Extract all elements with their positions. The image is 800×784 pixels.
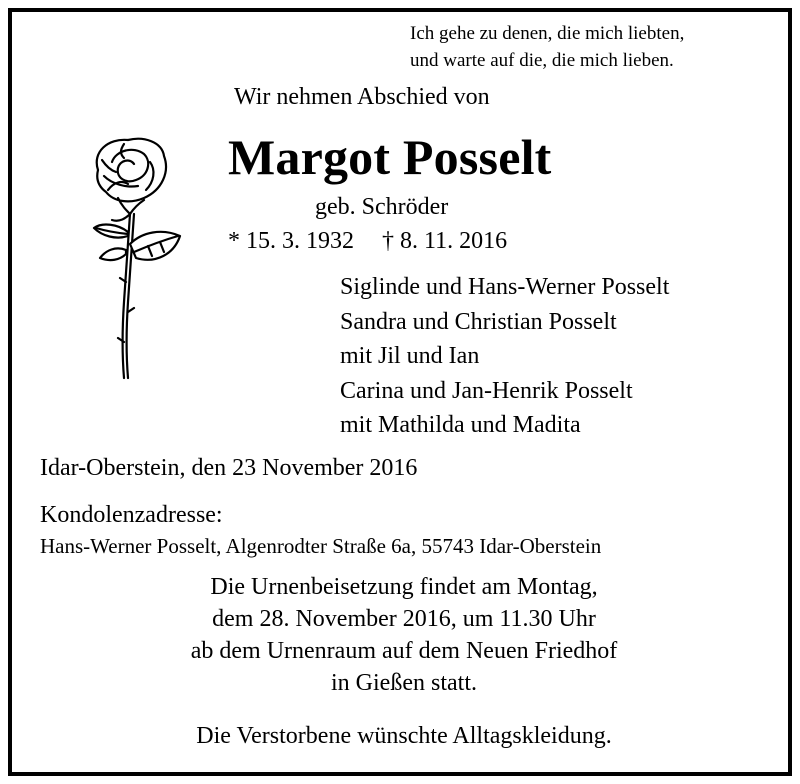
motto-quote — [410, 20, 684, 74]
motto-line-1: Ich gehe zu denen, die mich liebten, — [410, 23, 685, 44]
birth-name: geb. Schröder — [315, 194, 449, 220]
place-date: Idar-Oberstein, den 23 November 2016 — [40, 455, 418, 481]
mourner-line: mit Jil und Ian — [340, 343, 480, 369]
condolence-heading: Kondolenzadresse: — [40, 502, 223, 528]
funeral-line-1: Die Urnenbeisetzung findet am Montag, — [210, 574, 598, 600]
life-dates — [228, 228, 507, 255]
condolence-address: Hans-Werner Posselt, Algenrodter Straße 6a, 55743 Idar-Oberstein — [40, 534, 602, 558]
mourner-line: Siglinde und Hans-Werner Posselt — [340, 274, 670, 300]
attire-note: Die Verstorbene wünschte Alltagskleidung. — [196, 723, 612, 749]
funeral-line-4: in Gießen statt. — [331, 670, 477, 696]
mourners-list — [340, 270, 669, 443]
death-date: † 8. 11. 2016 — [382, 228, 508, 254]
intro-text: Wir nehmen Abschied von — [234, 84, 490, 110]
funeral-line-2: dem 28. November 2016, um 11.30 Uhr — [212, 606, 596, 632]
mourner-line: Carina und Jan-Henrik Posselt — [340, 377, 633, 404]
deceased-name: Margot Posselt — [228, 129, 552, 185]
birth-date: * 15. 3. 1932 — [228, 228, 354, 254]
rose-icon — [78, 132, 190, 382]
funeral-line-3: ab dem Urnenraum auf dem Neuen Friedhof — [190, 638, 618, 664]
mourner-line: Sandra und Christian Posselt — [340, 308, 617, 335]
funeral-details — [0, 571, 800, 699]
motto-line-2: und warte auf die, die mich lieben. — [410, 50, 674, 71]
mourner-line: mit Mathilda und Madita — [340, 412, 581, 438]
